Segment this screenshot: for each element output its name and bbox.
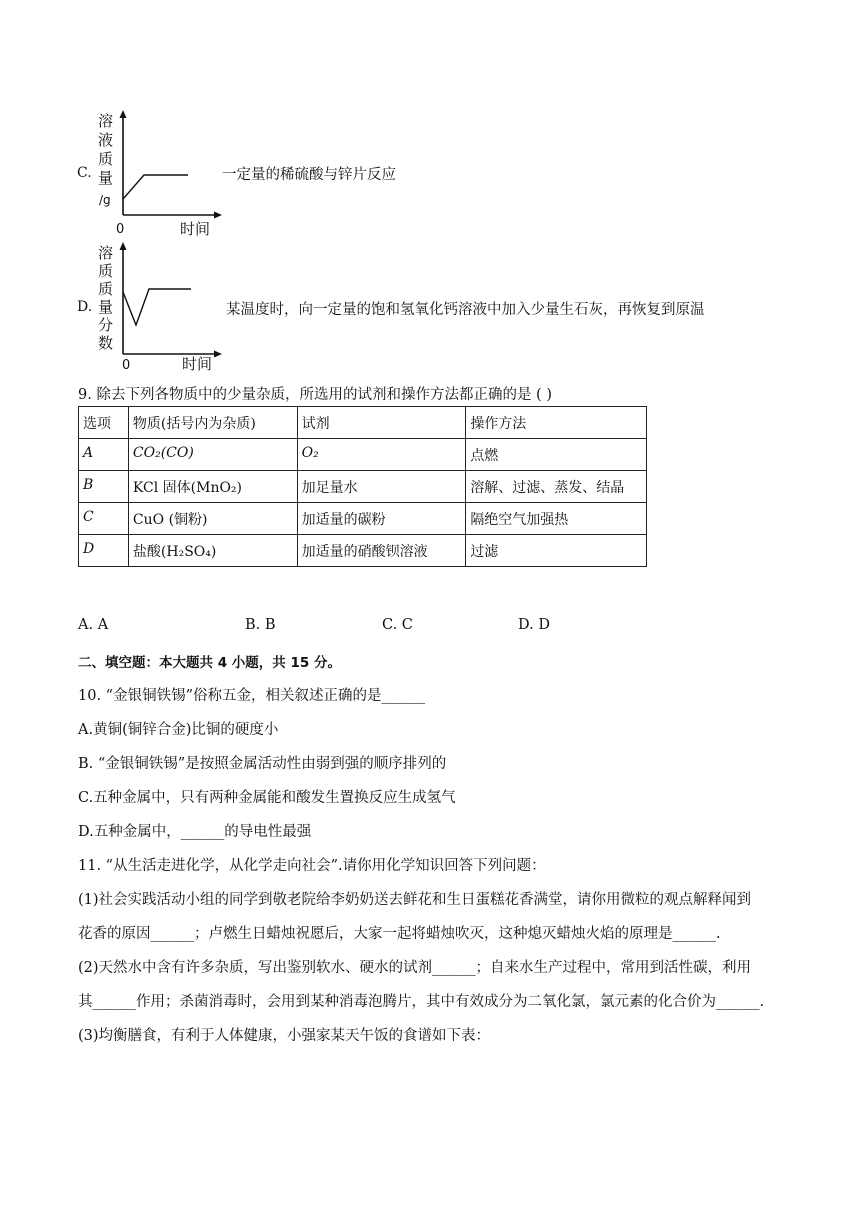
table-cell: B: [79, 471, 129, 503]
graph-c-origin: 0: [116, 222, 125, 237]
table-cell: 加适量的碳粉: [297, 503, 466, 535]
graph-c-ylabel-char: 溶: [98, 112, 114, 130]
table-row: [79, 471, 647, 503]
graph-c-x-arrow: [214, 212, 222, 219]
graph-d-caption: 某温度时，向一定量的饱和氢氧化钙溶液中加入少量生石灰，再恢复到原温: [226, 302, 705, 318]
table-header-cell: 试剂: [297, 407, 466, 439]
q9-table: [78, 406, 647, 567]
graph-c-yunit: /g: [99, 193, 111, 207]
table-cell: 加适量的硝酸钡溶液: [297, 535, 466, 567]
table-cell: A: [79, 439, 129, 471]
table-cell: CuO (铜粉): [128, 503, 297, 535]
q9-choice-b: B. B: [245, 617, 276, 633]
q9-choice-a: A. A: [78, 617, 109, 633]
q9-choice-c: C. C: [382, 617, 413, 633]
section-heading: 二、填空题：本大题共 4 小题，共 15 分。: [78, 655, 341, 671]
table-cell: 溶解、过滤、蒸发、结晶: [466, 471, 647, 503]
table-cell: O₂: [297, 439, 466, 471]
table-cell: KCl 固体(MnO₂): [128, 471, 297, 503]
table-header-cell: 选项: [79, 407, 129, 439]
q11-part2-line2: 其______作用；杀菌消毒时，会用到某种消毒泡腾片，其中有效成分为二氧化氯，氯元素的化合价为______.: [78, 994, 765, 1010]
table-cell: 点燃: [466, 439, 647, 471]
graph-c-xlabel: 时间: [180, 220, 211, 238]
graph-d-ylabel-char: 质: [98, 280, 114, 298]
q9-stem: 9. 除去下列各物质中的少量杂质，所选用的试剂和操作方法都正确的是 ( ): [78, 387, 552, 403]
graph-c: [92, 108, 232, 238]
q11-part1-line2: 花香的原因______；卢燃生日蜡烛祝愿后，大家一起将蜡烛吹灭，这种熄灭蜡烛火焰的原理是______.: [78, 926, 721, 942]
graph-c-curve: [123, 175, 188, 199]
q10-option-a: A.黄铜(铜锌合金)比铜的硬度小: [78, 722, 279, 738]
graph-c-ylabel-char: 质: [98, 150, 114, 168]
table-row: [79, 503, 647, 535]
q11-part1-line1: (1)社会实践活动小组的同学到敬老院给李奶奶送去鲜花和生日蛋糕花香满堂，请你用微粒的观点解释闻到: [78, 892, 752, 908]
table-cell: 加足量水: [297, 471, 466, 503]
graph-c-ylabel-char: 液: [98, 131, 114, 149]
table-header-cell: 操作方法: [466, 407, 647, 439]
q10-option-c: C.五种金属中，只有两种金属能和酸发生置换反应生成氢气: [78, 790, 456, 806]
graph-d-curve: [123, 289, 191, 325]
graph-d-ylabel-char: 溶: [98, 244, 114, 262]
graph-d-y-arrow: [120, 242, 127, 250]
graph-d-ylabel-char: 数: [98, 334, 114, 352]
q11-part3: (3)均衡膳食，有利于人体健康，小强家某天午饭的食谱如下表：: [78, 1028, 491, 1044]
graph-d: [92, 240, 232, 372]
table-cell: CO₂(CO): [128, 439, 297, 471]
graph-d-ylabel-char: 分: [98, 316, 114, 334]
option-d-letter: D.: [77, 299, 93, 315]
q11-stem: 11. “从生活走进化学，从化学走向社会”.请你用化学知识回答下列问题：: [78, 858, 546, 874]
q10-stem: 10. “金银铜铁锡”俗称五金，相关叙述正确的是______: [78, 688, 425, 704]
table-cell: D: [79, 535, 129, 567]
graph-d-ylabel-char: 量: [98, 298, 114, 316]
graph-c-caption: 一定量的稀硫酸与锌片反应: [222, 167, 396, 183]
table-cell: 盐酸(H₂SO₄): [128, 535, 297, 567]
q10-option-b: B. “金银铜铁锡”是按照金属活动性由弱到强的顺序排列的: [78, 756, 447, 772]
graph-d-xlabel: 时间: [182, 355, 213, 372]
q10-option-d: D.五种金属中，______的导电性最强: [78, 824, 312, 840]
graph-d-x-arrow: [214, 351, 222, 358]
table-header-row: [79, 407, 647, 439]
graph-c-ylabel-char: 量: [98, 169, 114, 187]
table-row: [79, 535, 647, 567]
graph-c-y-arrow: [120, 110, 127, 118]
graph-d-ylabel: [98, 244, 113, 352]
q11-part2-line1: (2)天然水中含有许多杂质，写出鉴别软水、硬水的试剂______；自来水生产过程中，常用到活性碳，利用: [78, 960, 752, 976]
graph-d-ylabel-char: 质: [98, 262, 114, 280]
table-cell: 隔绝空气加强热: [466, 503, 647, 535]
q9-choice-d: D. D: [518, 617, 550, 633]
graph-d-origin: 0: [122, 358, 131, 372]
option-c-letter: C.: [77, 165, 92, 181]
table-cell: C: [79, 503, 129, 535]
table-header-cell: 物质(括号内为杂质): [128, 407, 297, 439]
table-row: [79, 439, 647, 471]
table-cell: 过滤: [466, 535, 647, 567]
graph-c-ylabel: [98, 112, 113, 187]
